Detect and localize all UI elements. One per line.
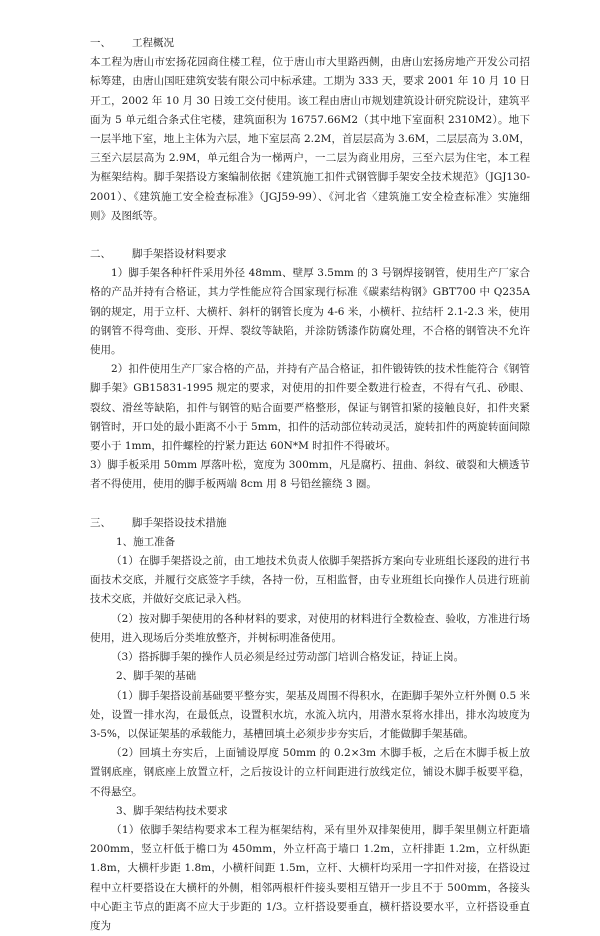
paragraph: （2）按对脚手架使用的各种材料的要求，对使用的材料进行全数检查、验收，方准进行场使用，进入现场后分类堆放整齐，并树标明准备使用。 <box>90 612 530 644</box>
section-heading-2 <box>90 245 530 264</box>
section-number: 三、 <box>90 516 111 529</box>
paragraph: 2）扣件使用生产厂家合格的产品，并持有产品合格证，扣件锻铸铁的技术性能符合《钢管脚手架》GB15831-1995 规定的要求，对使用的扣件要全数进行检查，不得有气孔、砂眼、裂纹、滑丝等缺陷，扣件与钢管的贴合面要严格整形，保证与钢管扣紧的接触良好，扣件夹紧钢管时，开口处的最小距离不小于 5mm，扣件的活动部位转动灵活，旋转扣件的两旋转面间隙要小于 1mm，扣件螺栓的拧紧力距达 60N*M 时扣件不得破坏。 <box>90 363 530 453</box>
subsection-heading: 3、脚手架结构技术要求 <box>116 804 228 817</box>
subsection-heading: 1、施工准备 <box>116 535 176 548</box>
section-number: 二、 <box>90 248 111 261</box>
paragraph: 1）脚手架各种杆件采用外径 48mm、壁厚 3.5mm 的 3 号钢焊接钢管，使用生产厂家合格的产品并持有合格证，其力学性能应符合国家现行标准《碳素结构钢》GBT700 中 Q235A 钢的规定，用于立杆、大横杆、斜杆的钢管长度为 4-6 米，小横杆、拉结杆 2.1-2.3 米，使用的钢管不得弯曲、变形、开焊、裂纹等缺陷，并涂防锈漆作防腐处理，不合格的钢管决不允许使用。 <box>90 267 530 357</box>
section-title: 工程概况 <box>132 37 174 49</box>
section-title: 脚手架搭设材料要求 <box>132 248 227 261</box>
section-heading-3 <box>90 514 530 533</box>
paragraph: （1）在脚手架搭设之前，由工地技术负责人依脚手架搭拆方案向专业班组长逐段的进行书面技术交底，并履行交底签字手续，各持一份，互相监督，由专业班组长向操作人员进行班前技术交底，并做好交底记录入档。 <box>90 555 530 606</box>
paragraph: 本工程为唐山市宏扬花园商住楼工程，位于唐山市大里路西侧，由唐山宏扬房地产开发公司招标筹建，由唐山国旺建筑安装有限公司中标承建。工期为 333 天，要求 2001 年 10 月 10 日开工，2002 年 10 月 30 日竣工交付使用。该工程由唐山市规划建筑设计研究院设计，建筑平面为 5 单元组合条式住宅楼，建筑面积为 16757.66M2（其中地下室面积 2310M2）。地下一层半地下室，地上主体为六层，地下室层高 2.2M，首层层高为 3.6M，二层层高为 3.0M，三至六层层高为 2.9M，单元组合为一梯两户，一二层为商业用房，三至六层为住宅，本工程为框架结构。脚手架搭设方案编制依据《建筑施工扣件式钢管脚手架安全技术规范》（JGJ130-2001）、《建筑施工安全检查标准》（JGJ59-99）、《河北省〈建筑施工安全检查标准〉实施细则》及图纸等。 <box>90 56 530 222</box>
section-title: 脚手架搭设技术措施 <box>132 516 227 529</box>
paragraph: （1）脚手架搭设前基础要平整夯实，架基及周围不得积水，在距脚手架外立杆外侧 0.5 米处，设置一排水沟，在最低点，设置积水坑，水流入坑内，用潜水泵将水排出，排水沟坡度为 3-5%，以保证架基的承载能力，基槽回填土必须步步夯实后，才能做脚手架基础。 <box>90 689 530 740</box>
section-heading-1 <box>90 34 530 53</box>
section-number: 一、 <box>90 37 111 49</box>
subsection-heading: 2、脚手架的基础 <box>116 670 197 683</box>
paragraph: 3）脚手板采用 50mm 厚落叶松，宽度为 300mm，凡是腐朽、扭曲、斜纹、破裂和大横透节者不得使用，使用的脚手板两端 8cm 用 8 号铅丝箍绕 3 圈。 <box>90 459 530 491</box>
paragraph: （3）搭拆脚手架的操作人员必须是经过劳动部门培训合格发证，持证上岗。 <box>111 651 465 664</box>
paragraph: （2）回填土夯实后，上面铺设厚度 50mm 的 0.2×3m 木脚手板，之后在木脚手板上放置钢底座，钢底座上放置立杆，之后按设计的立杆间距进行放线定位，铺设木脚手板要平稳，不得悬空。 <box>90 747 530 798</box>
paragraph: （1）依脚手架结构要求本工程为框架结构，采有里外双排架使用，脚手架里侧立杆距墙 200mm，竖立杆低于檐口为 450mm，外立杆高于墙口 1.2m，立杆排距 1.2m，立杆纵距 1.8m，大横杆步距 1.8m，小横杆间距 1.5m，立杆、大横杆均采用一字扣件对接，在搭设过程中立杆要搭设在大横杆的外侧，相邻两根杆件接头要相互错开一步且不于 500mm，各接头中心距主节点的距离不应大于步距的 1/3。立杆搭设要垂直，横杆搭设要水平，立杆搭设垂直度为 <box>90 823 530 932</box>
